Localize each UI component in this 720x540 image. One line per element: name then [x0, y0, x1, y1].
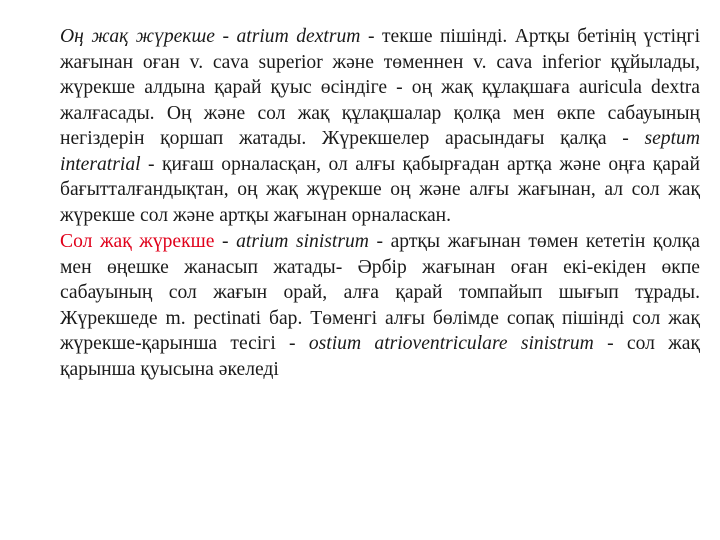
- latin-term: atrium sinistrum: [236, 231, 369, 252]
- right-atrium-heading: Оң жақ жүрекше - atrium dextrum: [60, 26, 361, 47]
- latin-term: ostium atrioventriculare sinistrum: [308, 333, 594, 354]
- left-atrium-heading: Сол жақ жүрекше: [60, 231, 215, 252]
- latin-term: septum interatrial: [60, 128, 700, 175]
- text-run: - текше пішінді. Артқы бетінің үстіңгі жағынан оған v. cava superior және төменнен v. cava inferior құйылады, жүрекше алдына қарай қуыс өсіндіге - оң жақ құлақшаға auricula dextra жалғасады. Оң және сол жақ құлақшалар қолқа мен өкпе сабауының негіздерін қоршап жатады. Жүрекшелер арасындағы қалқа -: [60, 26, 701, 149]
- text-run: - сол жақ қарынша қуысына әкеледі: [60, 333, 700, 380]
- paragraph-right-atrium: [60, 24, 700, 228]
- text-run: - артқы жағынан төмен кететін қолқа мен өңешке жанасып жатады- Әрбір жағынан оған екі-екіден өкпе сабауының сол жағын орай, алға қарай томпайып шығып тұрады. Жүрекшеде m. pectinati бар. Төменгі алғы бөлімде сопақ пішінді сол жақ жүрекше-қарынша тесігі -: [60, 231, 700, 354]
- paragraph-left-atrium: [60, 229, 700, 382]
- body-text: [60, 24, 700, 382]
- text-run: - қиғаш орналасқан, ол алғы қабырғадан артқа және оңға қарай бағытталғандықтан, оң жақ жүрекше оң және алғы жағынан, ал сол жақ жүрекше сол және артқы жағынан орналаскан.: [60, 153, 700, 226]
- text-run: -: [214, 231, 237, 252]
